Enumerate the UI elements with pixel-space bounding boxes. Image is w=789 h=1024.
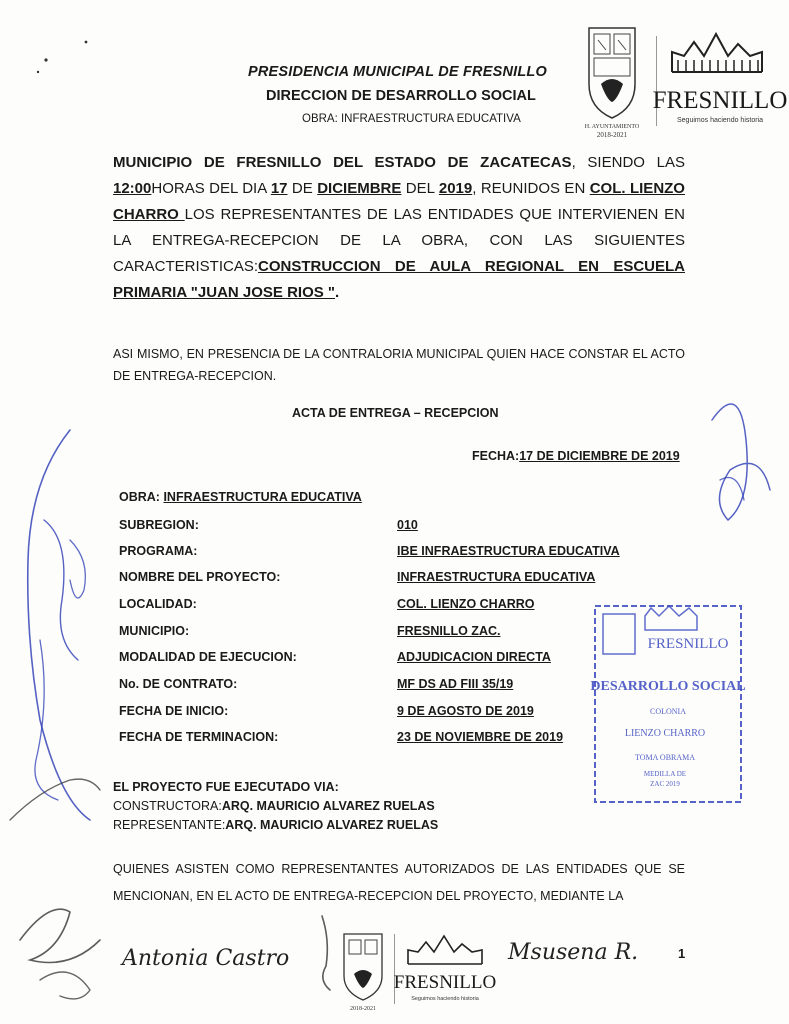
official-stamp bbox=[590, 604, 746, 804]
header-work: OBRA: INFRAESTRUCTURA EDUCATIVA bbox=[302, 113, 521, 125]
stamp-line-3: LIENZO CHARRO bbox=[624, 728, 706, 739]
execution-title: EL PROYECTO FUE EJECUTADO VIA: bbox=[113, 780, 339, 794]
footer-crest-caption: 2018-2021 bbox=[350, 1006, 376, 1012]
row-label-subregion: SUBREGION: bbox=[119, 518, 199, 532]
row-label-localidad: LOCALIDAD: bbox=[119, 597, 197, 611]
fecha-label: FECHA: bbox=[472, 449, 520, 463]
intro-month: DICIEMBRE bbox=[317, 180, 402, 197]
execution-block bbox=[113, 778, 438, 835]
fecha-value: 17 DE DICIEMBRE DE 2019 bbox=[519, 449, 680, 463]
intro-text-6: LOS REPRESENTANTES DE LAS ENTIDADES QUE INTERVIENEN EN LA ENTREGA-RECEPCION DE LA OBRA, CON LAS SIGUIENTES CARACTERISTICAS: bbox=[113, 206, 685, 275]
constructora-label: CONSTRUCTORA: bbox=[113, 799, 222, 813]
footer-logo-name: FRESNILLO bbox=[393, 972, 497, 993]
row-label-inicio: FECHA DE INICIO: bbox=[119, 704, 229, 718]
row-value-proyecto: INFRAESTRUCTURA EDUCATIVA bbox=[397, 570, 596, 584]
row-value-programa: IBE INFRAESTRUCTURA EDUCATIVA bbox=[397, 544, 620, 558]
municipal-crest-icon bbox=[583, 22, 641, 140]
crest-caption-1: H. AYUNTAMIENTO bbox=[584, 124, 640, 130]
signature-right: Msusena R. bbox=[508, 940, 639, 965]
row-label-terminacion: FECHA DE TERMINACION: bbox=[119, 730, 279, 744]
row-value-terminacion: 23 DE NOVIEMBRE DE 2019 bbox=[397, 730, 564, 744]
obra-label: OBRA: bbox=[119, 490, 164, 504]
representante-label: REPRESENTANTE: bbox=[113, 818, 226, 832]
intro-paragraph bbox=[113, 150, 685, 306]
row-value-inicio: 9 DE AGOSTO DE 2019 bbox=[397, 704, 534, 718]
obra-value: INFRAESTRUCTURA EDUCATIVA bbox=[163, 490, 362, 504]
row-label-municipio: MUNICIPIO: bbox=[119, 624, 190, 638]
intro-text-5: , REUNIDOS EN bbox=[472, 180, 590, 197]
row-value-modalidad: ADJUDICACION DIRECTA bbox=[397, 650, 551, 664]
intro-municipality: MUNICIPIO DE FRESNILLO DEL ESTADO DE ZACATECAS bbox=[113, 154, 572, 171]
page-number: 1 bbox=[678, 946, 686, 961]
row-label-proyecto: NOMBRE DEL PROYECTO: bbox=[119, 570, 281, 584]
intro-work: CONSTRUCCION DE AULA REGIONAL EN ESCUELA PRIMARIA "JUAN JOSE RIOS " bbox=[113, 258, 685, 301]
acta-title: ACTA DE ENTREGA – RECEPCION bbox=[292, 406, 499, 420]
intro-year: 2019 bbox=[438, 180, 473, 197]
footer-logo-slogan: Seguimos haciendo historia bbox=[411, 996, 479, 1002]
row-value-localidad: COL. LIENZO CHARRO bbox=[397, 597, 535, 611]
logo-name: FRESNILLO bbox=[652, 87, 788, 114]
stamp-line-2: COLONIA bbox=[650, 707, 686, 716]
header-title: PRESIDENCIA MUNICIPAL DE FRESNILLO bbox=[248, 64, 547, 80]
footer-fresnillo-logo-icon bbox=[393, 930, 497, 1010]
representante-value: ARQ. MAURICIO ALVAREZ RUELAS bbox=[225, 818, 439, 832]
row-value-subregion: 010 bbox=[397, 518, 418, 532]
stamp-line-6: ZAC 2019 bbox=[650, 780, 680, 788]
row-value-municipio: FRESNILLO ZAC. bbox=[397, 624, 501, 638]
intro-text-4: DEL bbox=[401, 180, 439, 197]
intro-time: 12:00 bbox=[113, 180, 152, 197]
stamp-line-1: DESARROLLO SOCIAL bbox=[590, 679, 746, 694]
stamp-line-4: TOMA OBRAMA bbox=[634, 753, 696, 762]
crest-caption-2: 2018-2021 bbox=[596, 131, 628, 139]
intro-text-2: HORAS DEL DIA bbox=[151, 180, 271, 197]
stamp-name: FRESNILLO bbox=[647, 636, 729, 652]
constructora-value: ARQ. MAURICIO ALVAREZ RUELAS bbox=[221, 799, 435, 813]
obra-line bbox=[119, 490, 362, 504]
row-label-modalidad: MODALIDAD DE EJECUCION: bbox=[119, 650, 297, 664]
closing-paragraph: QUIENES ASISTEN COMO REPRESENTANTES AUTORIZADOS DE LAS ENTIDADES QUE SE MENCIONAN, EN EL ACTO DE ENTREGA-RECEPCION DEL PROYECTO, MEDIANTE LA bbox=[113, 862, 685, 903]
row-label-contrato: No. DE CONTRATO: bbox=[119, 677, 238, 691]
signature-left: Antonia Castro bbox=[122, 946, 290, 971]
logo-slogan: Seguimos haciendo historia bbox=[677, 117, 763, 124]
intro-day: 17 bbox=[270, 180, 288, 197]
intro-text-7: . bbox=[335, 284, 340, 301]
header-department: DIRECCION DE DESARROLLO SOCIAL bbox=[266, 88, 536, 104]
contraloria-paragraph: ASI MISMO, EN PRESENCIA DE LA CONTRALORIA MUNICIPAL QUIEN HACE CONSTAR EL ACTO DE ENTREGA-RECEPCION. bbox=[113, 347, 685, 383]
intro-text-1: , SIENDO LAS bbox=[571, 154, 685, 171]
representante-line bbox=[113, 816, 438, 835]
intro-text-3: DE bbox=[287, 180, 318, 197]
constructora-line bbox=[113, 797, 438, 816]
footer-crest-icon bbox=[340, 930, 386, 1012]
stamp-line-5: MEDILLA DE bbox=[643, 770, 687, 778]
fecha-line bbox=[472, 449, 680, 463]
row-label-programa: PROGRAMA: bbox=[119, 544, 198, 558]
fresnillo-logo-icon bbox=[652, 26, 788, 132]
footer-divider bbox=[394, 934, 395, 1004]
row-value-contrato: MF DS AD FIII 35/19 bbox=[397, 677, 514, 691]
intro-place: COL. LIENZO CHARRO bbox=[113, 180, 685, 223]
